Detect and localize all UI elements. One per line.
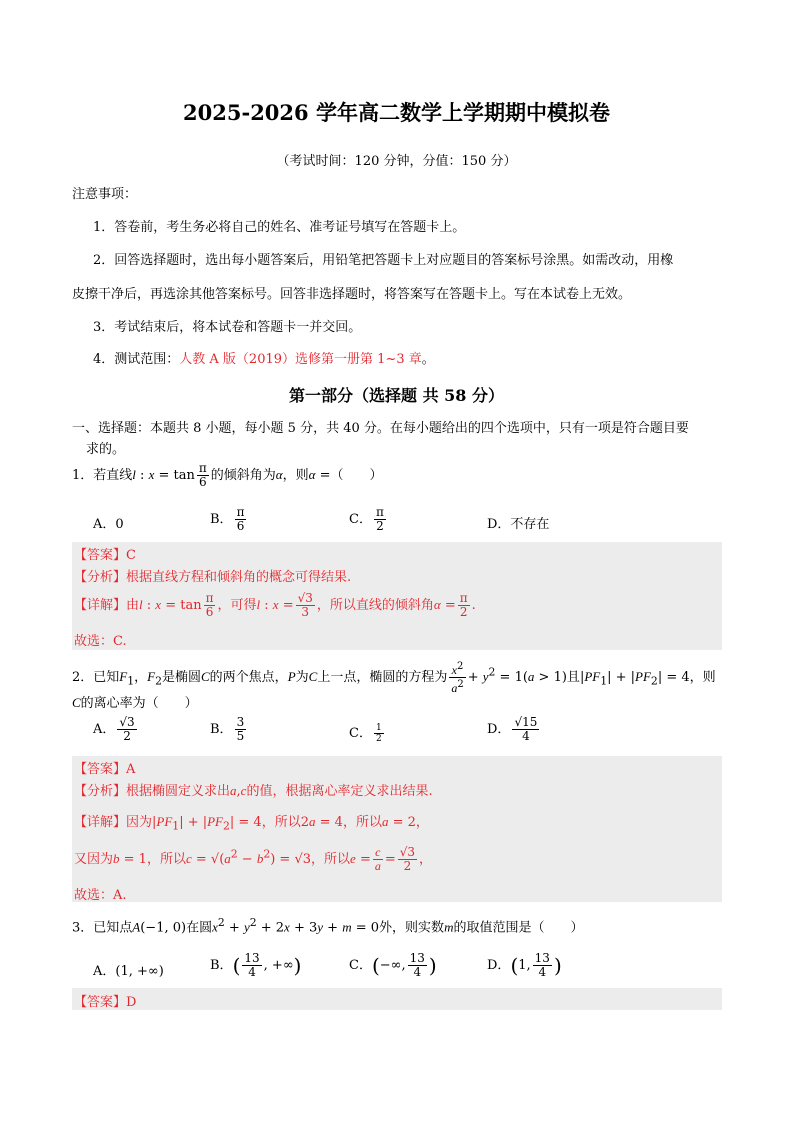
note-2b: 皮擦干净后，再选涂其他答案标号。回答非选择题时，将答案写在答题卡上。写在本试卷上无效。 [72, 287, 632, 302]
q1-stem: 1．若直线l : x = tan $\frac{\pi}{6}$ 的倾斜角为α，则α =（ ） [72, 461, 383, 489]
q2-stem: 2．已知$F_1$，$F_2$是椭圆C的两个焦点，P为C上一点，椭圆的方程为 $\frac{x^2}{a^2}$ + $y^2 = 1(a > 1)$且$|PF_1| + |PF_2| = 4$，则 [72, 661, 716, 695]
page-title: 2025-2026 学年高二数学上学期期中模拟卷 [183, 100, 610, 125]
q1-detail: 【详解】由l : x = tan $\frac{\pi}{6}$ ，可得l : x = $\frac{√3}{3}$ ，所以直线的倾斜角α = $\frac{\pi}{2}$ . [74, 591, 476, 619]
note-1: 1．答卷前，考生务必将自己的姓名、准考证号填写在答题卡上。 [93, 220, 466, 235]
notes-heading: 注意事项： [72, 187, 138, 202]
note-2a: 2．回答选择题时，选出每小题答案后，用铅笔把答题卡上对应题目的答案标号涂黑。如需改动，用橡 [93, 253, 674, 268]
part-intro: 一、选择题：本题共 8 小题，每小题 5 分，共 40 分。在每小题给出的四个选项中，只有一项是符合题目要 [72, 421, 689, 436]
q3-option-c: C．(−∞, $\frac{13}{4}$ ) [349, 951, 437, 979]
q1-analysis: 【分析】根据直线方程和倾斜角的概念可得结果. [74, 570, 352, 585]
q2-option-c: C． $\frac{1}{2}$ [349, 723, 382, 744]
q2-detail-2: 又因为b = 1，所以$c = √(a^2 - b^2) = √3$，所以e = $\frac{c}{a}$ = $\frac{√3}{2}$ ， [74, 845, 433, 873]
q2-detail-1: 【详解】因为$|PF_1| + |PF_2| = 4$，所以2a = 4，所以a = 2， [74, 814, 429, 833]
q2-conclusion: 故选：A. [74, 888, 127, 903]
q3-option-a: A．(1, +∞) [93, 964, 164, 979]
note-4: 4．测试范围：人教 A 版（2019）选修第一册第 1~3 章。 [93, 352, 435, 367]
note-3: 3．考试结束后，将本试卷和答题卡一并交回。 [93, 320, 362, 335]
section-title: 第一部分（选择题 共 58 分） [289, 386, 504, 405]
q1-option-c: C． $\frac{\pi}{2}$ [349, 505, 384, 533]
q3-stem: 3．已知点A(−1, 0)在圆$x^2 + y^2 + 2x + 3y + m = 0$外，则实数m的取值范围是（ ） [72, 916, 584, 936]
part-intro-cont: 求的。 [86, 442, 126, 457]
q3-option-d: D．(1, $\frac{13}{4}$ ) [487, 951, 562, 979]
test-scope: 人教 A 版（2019）选修第一册第 1~3 章 [179, 352, 422, 367]
q1-answer: 【答案】C [74, 548, 136, 563]
q2-answer: 【答案】A [74, 762, 136, 777]
q3-option-b: B．( $\frac{13}{4}$ , +∞) [210, 951, 302, 979]
q2-analysis: 【分析】根据椭圆定义求出a,c的值，根据离心率定义求出结果. [74, 783, 433, 799]
exam-info: （考试时间：120 分钟，分值：150 分） [276, 154, 517, 169]
q2-answer-block [72, 756, 722, 902]
q2-option-b: B． $\frac{3}{5}$ [210, 715, 245, 743]
q3-answer: 【答案】D [74, 995, 137, 1010]
q1-option-d: D．不存在 [487, 517, 550, 532]
q2-option-a: A． $\frac{√3}{2}$ [93, 715, 135, 743]
q1-option-b: B． $\frac{\pi}{6}$ [210, 505, 245, 533]
q1-answer-block [72, 542, 722, 650]
q2-option-d: D． $\frac{√15}{4}$ [487, 715, 538, 743]
q3-answer-block [72, 988, 722, 1010]
q1-conclusion: 故选：C. [74, 634, 127, 649]
q2-stem-cont: C的离心率为（ ） [72, 695, 198, 711]
q1-option-a: A．0 [93, 517, 124, 532]
